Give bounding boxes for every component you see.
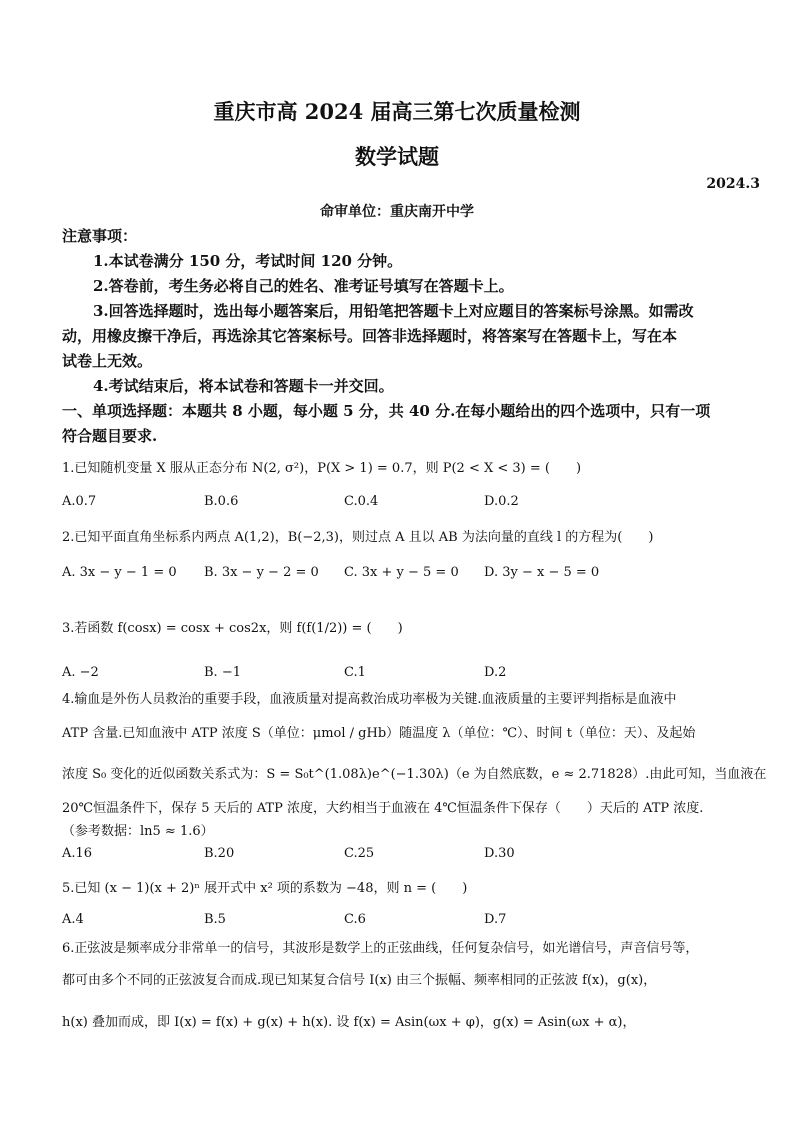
question-5-option-d: D.7 [484, 912, 507, 927]
exam-subtitle: 数学试题 [355, 144, 439, 169]
question-4-line-2: ATP 含量.已知血液中 ATP 浓度 S（单位：μmol / gHb）随温度 λ（单位：℃）、时间 t（单位：天）、及起始 [62, 726, 696, 741]
question-1-option-c: C.0.4 [344, 494, 379, 509]
question-3-option-b: B. −1 [204, 665, 241, 680]
question-3-option-c: C.1 [344, 665, 366, 680]
exam-title: 重庆市高 2024 届高三第七次质量检测 [213, 99, 581, 124]
question-4-line-1: 4.输血是外伤人员救治的重要手段，血液质量对提高救治成功率极为关键.血液质量的主要评判指标是血液中 [62, 692, 677, 707]
question-4-option-b: B.20 [204, 846, 235, 861]
question-6-line-3: h(x) 叠加而成，即 I(x) = f(x) + g(x) + h(x). 设 f(x) = Asin(ωx + φ)，g(x) = Asin(ωx + α)， [62, 1015, 636, 1030]
question-3-stem: 3.若函数 f(cosx) = cosx + cos2x，则 f(f(1/2)) = ( ) [62, 621, 403, 636]
exam-date: 2024.3 [706, 176, 760, 192]
section-heading-line-1: 一、单项选择题：本题共 8 小题，每小题 5 分，共 40 分.在每小题给出的四个选项中，只有一项 [62, 402, 711, 420]
question-5-option-b: B.5 [204, 912, 226, 927]
question-2-option-d: D. 3y − x − 5 = 0 [484, 565, 600, 580]
question-6-line-1: 6.正弦波是频率成分非常单一的信号，其波形是数学上的正弦曲线，任何复杂信号，如光谱信号，声音信号等， [62, 941, 699, 956]
question-2-stem: 2.已知平面直角坐标系内两点 A(1,2)，B(−2,3)，则过点 A 且以 AB 为法向量的直线 l 的方程为( ) [62, 530, 654, 545]
question-1-stem: 1.已知随机变量 X 服从正态分布 N(2, σ²)，P(X > 1) = 0.7，则 P(2 < X < 3) = ( ) [62, 461, 582, 476]
question-2-option-c: C. 3x + y − 5 = 0 [344, 565, 459, 580]
notice-heading: 注意事项： [62, 227, 138, 245]
notice-item-3-line-2: 动，用橡皮擦干净后，再选涂其它答案标号。回答非选择题时，将答案写在答题卡上，写在本 [62, 327, 678, 345]
exam-author: 命审单位：重庆南开中学 [320, 204, 474, 220]
question-6-line-2: 都可由多个不同的正弦波复合而成.现已知某复合信号 I(x) 由三个振幅、频率相同的正弦波 f(x)，g(x)， [62, 973, 657, 988]
question-4-line-4: 20℃恒温条件下，保存 5 天后的 ATP 浓度，大约相当于血液在 4℃恒温条件下保存（ ）天后的 ATP 浓度. [62, 801, 704, 816]
notice-item-4: 4.考试结束后，将本试卷和答题卡一并交回。 [93, 377, 394, 395]
notice-item-3-line-3: 试卷上无效。 [62, 352, 153, 370]
question-4-option-a: A.16 [62, 846, 93, 861]
question-4-option-d: D.30 [484, 846, 515, 861]
notice-item-3-line-1: 3.回答选择题时，选出每小题答案后，用铅笔把答题卡上对应题目的答案标号涂黑。如需改 [93, 302, 694, 320]
question-2-option-a: A. 3x − y − 1 = 0 [62, 565, 177, 580]
section-heading-line-2: 符合题目要求. [62, 427, 158, 445]
question-3-option-a: A. −2 [62, 665, 99, 680]
question-5-stem: 5.已知 (x − 1)(x + 2)ⁿ 展开式中 x² 项的系数为 −48，则 n = ( ) [62, 881, 468, 896]
question-4-line-5: （参考数据：ln5 ≈ 1.6） [62, 824, 214, 839]
question-2-option-b: B. 3x − y − 2 = 0 [204, 565, 319, 580]
question-1-option-d: D.0.2 [484, 494, 519, 509]
question-1-option-a: A.0.7 [62, 494, 97, 509]
question-4-option-c: C.25 [344, 846, 375, 861]
notice-item-2: 2.答卷前，考生务必将自己的姓名、准考证号填写在答题卡上。 [93, 277, 514, 295]
notice-item-1: 1.本试卷满分 150 分，考试时间 120 分钟。 [93, 252, 403, 270]
question-4-line-3: 浓度 S₀ 变化的近似函数关系式为：S = S₀t^(1.08λ)e^(−1.30λ)（e 为自然底数，e ≈ 2.71828）.由此可知，当血液在 [62, 767, 767, 782]
question-5-option-a: A.4 [62, 912, 84, 927]
question-1-option-b: B.0.6 [204, 494, 239, 509]
question-5-option-c: C.6 [344, 912, 366, 927]
question-3-option-d: D.2 [484, 665, 507, 680]
